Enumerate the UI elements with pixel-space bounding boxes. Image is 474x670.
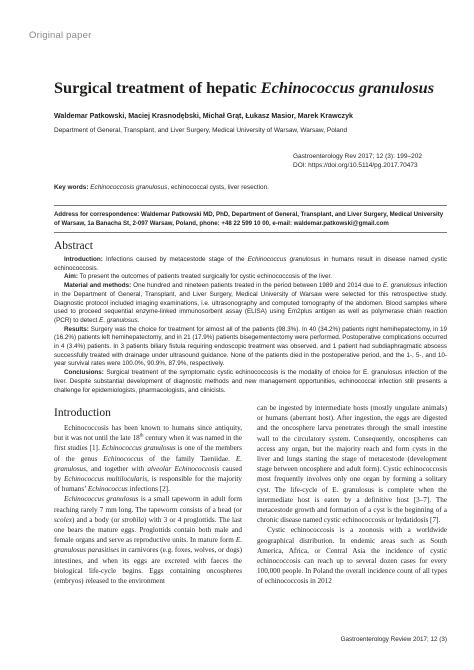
abstract-text: Infections caused by metacestode stage of the — [106, 256, 248, 263]
correspondence-text: Waldemar Patkowski MD, PhD, Department of General, Transplant, and Liver Surgery, Medical University of Warsaw, 1a Banacha St, 2-097 Warsaw, Poland, phone: +48 22 599 10 00, e-mail: waldemar.patkowski@gmail.com — [54, 211, 444, 227]
correspondence-label: Address for correspondence: — [54, 211, 140, 218]
keywords-rest: , echinococcal cysts, liver resection. — [167, 184, 269, 191]
abstract-aim-label: Aim: — [64, 273, 78, 281]
paper-type-label: Original paper — [29, 30, 92, 41]
body-italic: Echinococcus granulosus — [64, 495, 139, 504]
body-column-left — [54, 423, 242, 586]
abstract-conclusions — [54, 369, 447, 395]
journal-reference: Gastroenterology Rev 2017; 12 (3): 199–202 — [293, 153, 423, 160]
title-main: Surgical treatment of hepatic — [54, 78, 261, 97]
abstract-introduction-label: Introduction: — [64, 256, 103, 263]
article-title — [54, 78, 434, 98]
body-italic: Echinococcus — [87, 485, 128, 494]
abstract-text: . — [137, 316, 140, 324]
body-text: is one of the members of the genus — [54, 444, 242, 463]
abstract-text: One hundred and nineteen patients treated in the period between 1989 and 2014 due to — [133, 282, 383, 290]
abstract-methods-label: Material and methods: — [64, 282, 132, 290]
abstract-methods — [54, 282, 447, 326]
body-text: caused by — [54, 464, 242, 484]
doi-link[interactable]: DOI: https://doi.org/10.5114/pg.2017.70473 — [293, 162, 418, 169]
body-text: of the family Taeniidae. — [143, 454, 236, 463]
abstract-italic: E. granulosus — [382, 282, 422, 290]
intro-paragraph-continued: can be ingested by intermediate hosts (mostly ungulate animals) or humans (aberrant host). After ingestion, the eggs are digested and the oncosphere larva penetrates through the small intestine wall to the circulatory system. Consequently, oncospheres can access any organ, but the majority reach and form cysts in the liver and lungs starting the stage of metacestode (development stage between oncosphere and adult form). Cystic echinococcosis most frequently involves only one organ by forming a solitary cyst. The life-cycle of E. granulosus is complete when the intermediate host is eaten by a definitive host [3–7]. The metacestode growth and formation of a cyst is the beginning of a chronic disease named cystic echinococcosis or hydatidosis [7]. — [257, 404, 447, 525]
abstract-text: To present the outcomes of patients treated surgically for cystic echinococcosis of the liver. — [79, 273, 332, 281]
abstract-italic: E. granulosus — [99, 316, 138, 324]
intro-paragraph-2 — [54, 494, 242, 586]
body-italic: Echinococcus multilocularis — [64, 475, 148, 484]
abstract-heading: Abstract — [54, 240, 93, 252]
body-text: century when it was named in the first studies [1]. — [54, 434, 242, 453]
divider-top — [54, 205, 447, 206]
title-italic: Echinococcus granulosus — [260, 78, 435, 97]
body-italic: Echinococcus — [103, 454, 144, 463]
affiliation: Department of General, Transplant, and Liver Surgery, Medical University of Warsaw, Warsaw, Poland — [54, 127, 348, 134]
abstract-text: Surgical treatment of the symptomatic cystic echinococcosis is the modality of choice for E. granulosus infection of the liver. Despite substantial development of diagnostic methods and new management opportunities, echinococcal infection still presents a challenge for epidemiologists, pharmacologists, and clinicists. — [54, 369, 448, 394]
body-italic: scolex — [54, 515, 72, 524]
body-italic: E. granulosus — [54, 454, 242, 473]
keywords-italic: Echinococcosis granulosus — [90, 184, 168, 191]
superscript: th — [139, 433, 144, 439]
page-footer: Gastroenterology Review 2017; 12 (3) — [340, 636, 447, 643]
abstract-text: infection in the Department of General, Transplant, and Liver Surgery, Medical University of Warsaw were selected for this retrospective study. Diagnostic protocol included imaging examinations, i.e. ultrasonography and computed tomography of the abdomen. Blood samples where used to proceed sequential enzyme-linked immunosorbent assay (ELISA) using Em2plus antigen as well as polymerase chain reaction (PCR) to detect — [54, 282, 448, 324]
abstract-introduction — [54, 256, 447, 273]
abstract-conclusions-label: Conclusions: — [64, 369, 104, 377]
abstract-results — [54, 326, 447, 370]
body-text: in carnivores (e.g. foxes, wolves, or dogs) intestines, and when its eggs are excreted with faeces the biological life-cycle begins. Eggs containing oncospheres (embryos) released to the environment — [54, 546, 242, 586]
body-text: , is responsible for the majority of humans’ — [54, 475, 243, 494]
divider-bottom — [54, 232, 447, 233]
body-text: ) and a body (or — [71, 515, 122, 524]
abstract-text: in humans result in disease named cystic echinococcosis. — [54, 256, 448, 272]
body-text: ) with 3 or 4 proglottids. The last one bears the mature eggs. Proglottids contain both male and female organs and serve as reproductive units. In mature form — [54, 515, 242, 545]
body-column-right — [257, 403, 447, 587]
body-italic: strobila — [121, 515, 144, 524]
abstract-text: Surgery was the choice for treatment for almost all of the patients (98.3%). In 40 (34.2%) patients right hemihepatectomy, in 19 (16.2%) patients left hemihepatectomy, and in 21 (17.9%) patients bisegementectomy were performed. Postoperative complications occurred in 4 (3.4%) patients. In 3 patients biliary fistula requiring endoscopic treatment was observed, and 1 patient had subdiaphragmatic abscess successfully treated with drainage under ultrasound guidance. None of the patients died in the postoperative period, and the 1-, 5-, and 10-year survival rates were 100.0%, 90.9%, 87.9%, respectively. — [54, 325, 448, 368]
intro-paragraph-1 — [54, 423, 242, 494]
body-text: infections [2]. — [127, 485, 170, 494]
abstract-results-label: Results: — [64, 325, 89, 333]
citation-block — [293, 152, 447, 170]
introduction-heading: Introduction — [54, 407, 111, 419]
keywords-label: Key words: — [54, 184, 89, 191]
body-italic: Echinococcus granulosus — [101, 444, 176, 453]
keywords — [54, 184, 269, 191]
body-text: , and together with — [85, 464, 148, 473]
body-italic: E. granulosus parasitises — [54, 536, 242, 555]
body-text: is a small tapeworm in adult form reaching rarely 7 mm long. The tapeworm consists of a head (or — [54, 495, 242, 514]
body-text: Echinococcosis has been known to humans since antiquity, but it was not until the late 18 — [54, 424, 242, 443]
abstract-body — [54, 256, 447, 395]
abstract-aim — [54, 273, 447, 282]
body-italic: alveolar Echinococcosis — [147, 464, 220, 473]
intro-paragraph-3: Cystic echinococcosis is a zoonosis with a worldwide geographical distribution. In endemic areas such as South America, Africa, or Central Asia the incidence of cystic echinococcosis can reach up to several dozen cases for every 100,000 people. In Poland the overall incidence count of all types of echinococcosis in 2012 — [257, 526, 447, 586]
correspondence-block — [54, 211, 447, 228]
author-list: Waldemar Patkowski, Maciej Krasnodębski, Michał Grąt, Łukasz Masior, Marek Krawczyk — [54, 112, 353, 120]
abstract-italic: Echinococcus granulosus — [247, 256, 321, 263]
